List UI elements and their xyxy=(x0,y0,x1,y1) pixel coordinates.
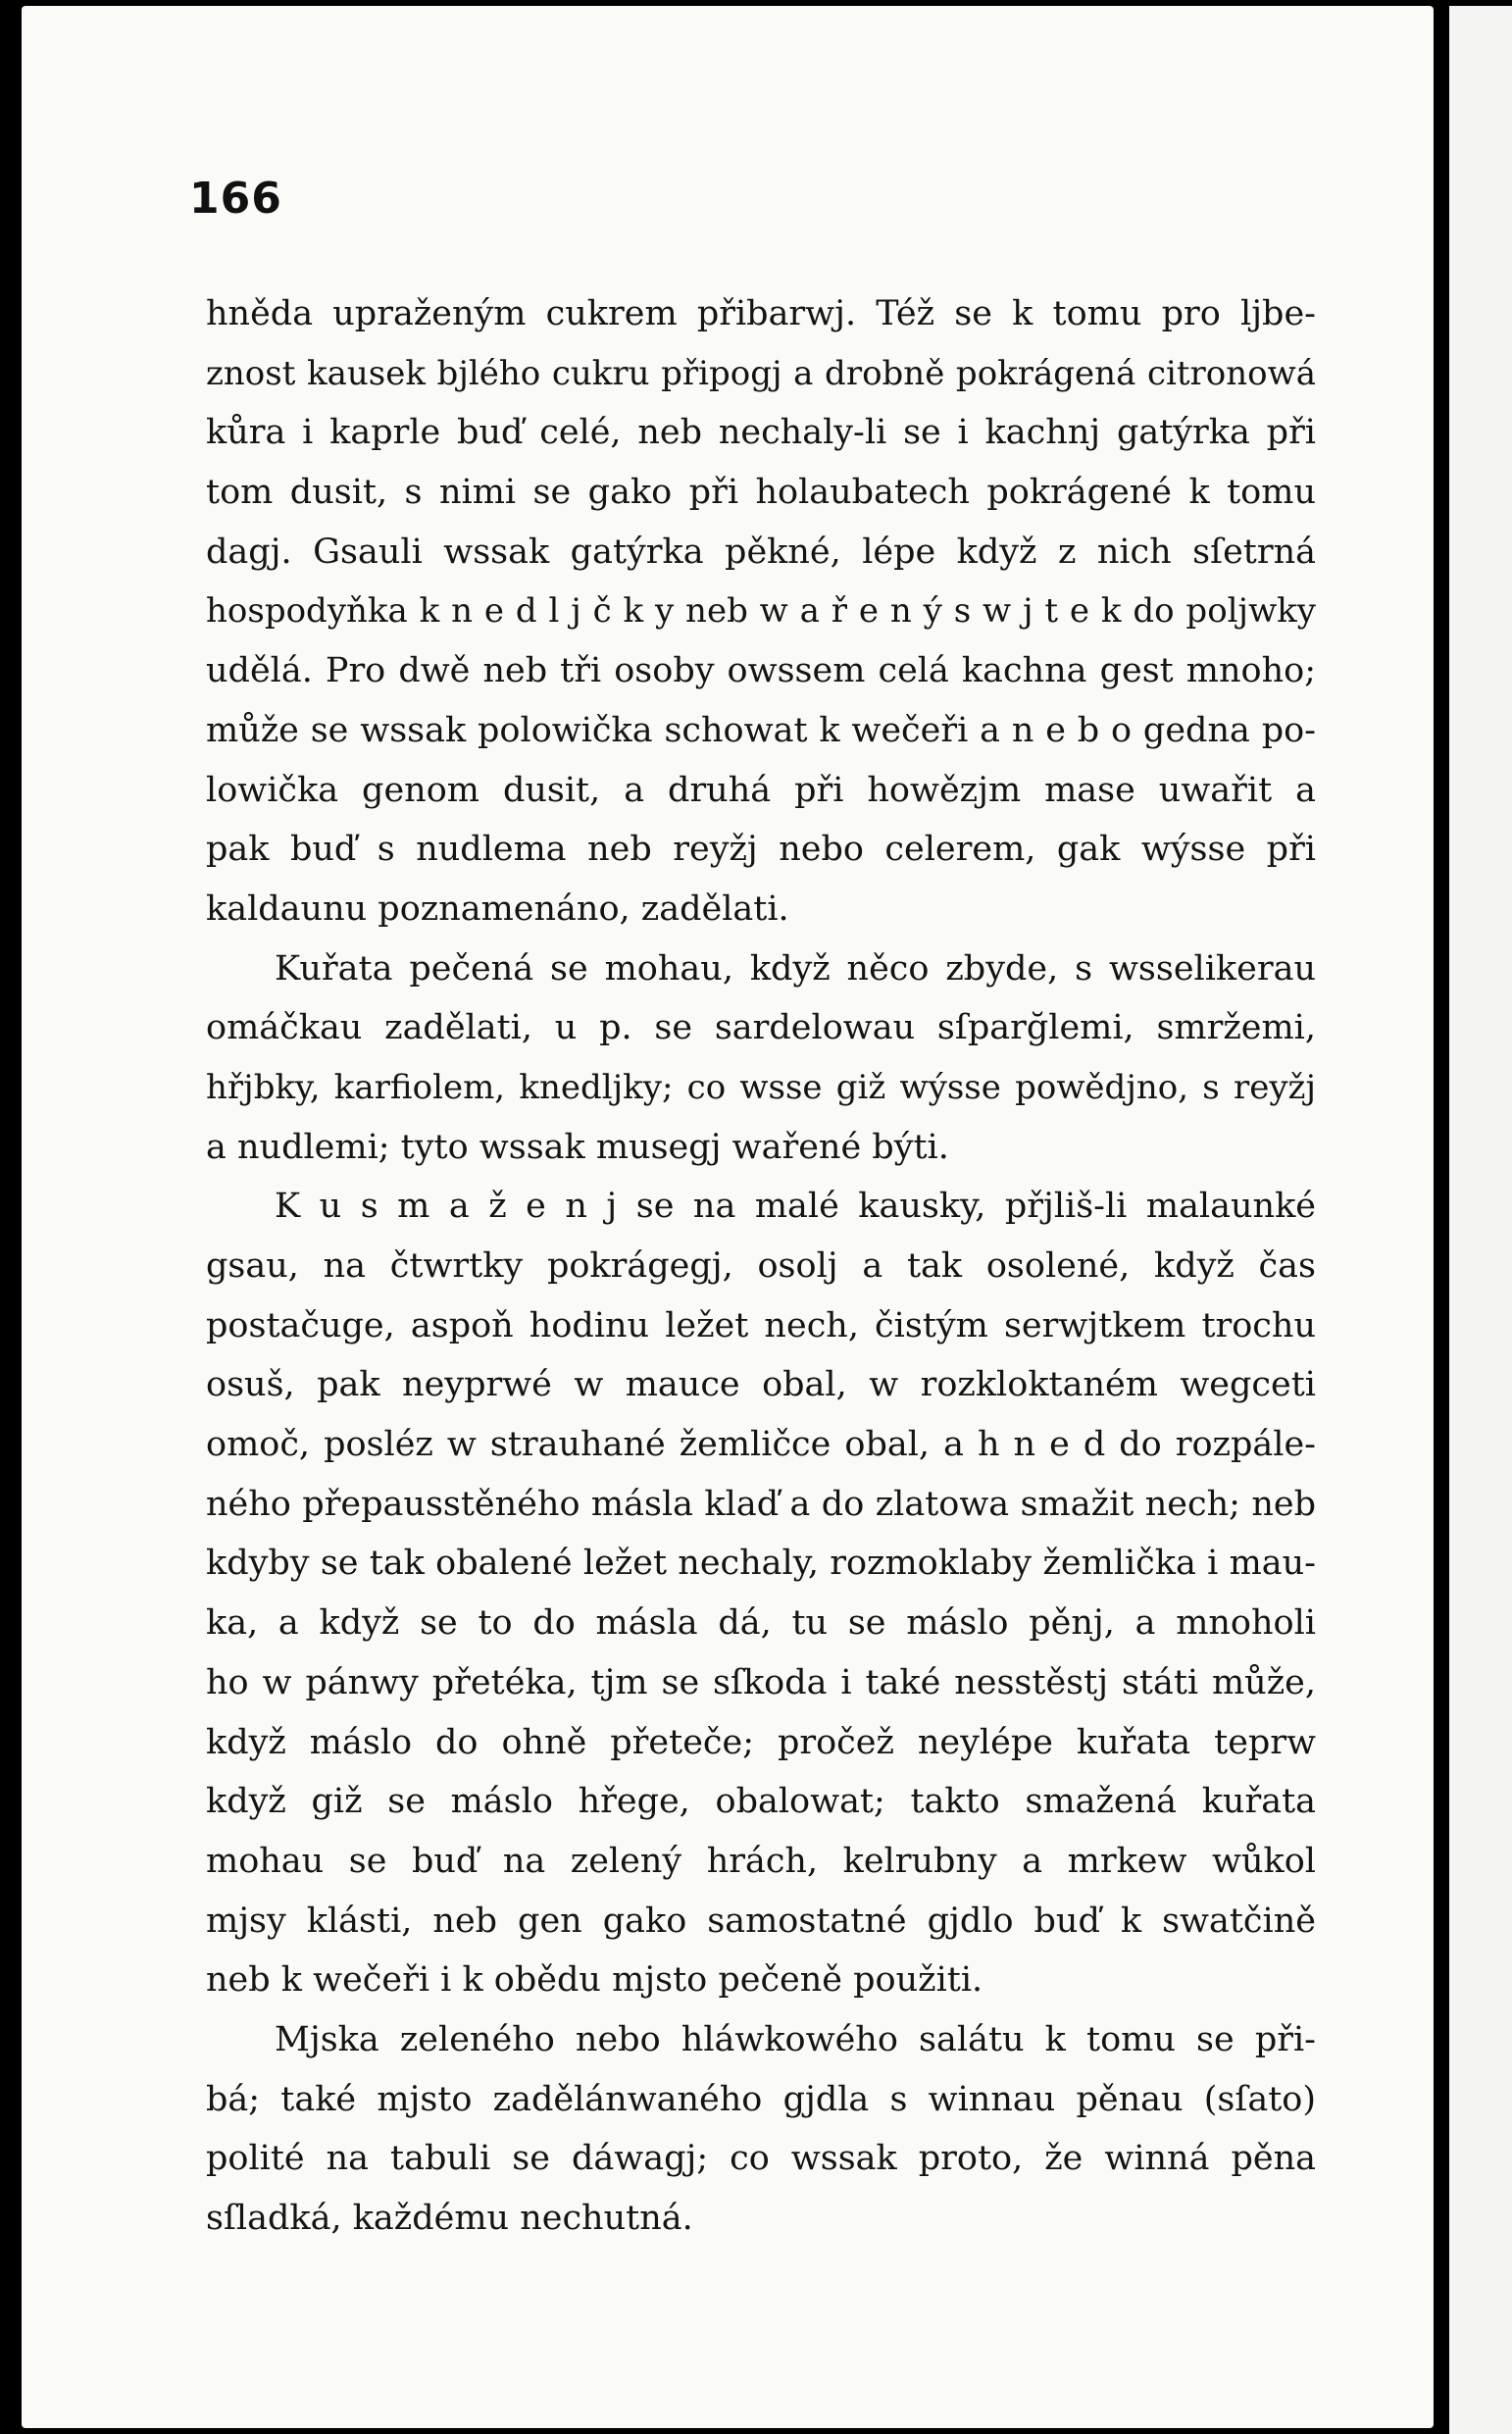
text-line: pak buď s nudlema neb reyžj nebo celerem, gak wýsse při xyxy=(206,830,1316,870)
text-line: udělá. Pro dwě neb tři osoby owssem celá kachna gest mnoho; xyxy=(206,651,1316,691)
text-line: když giž se máslo hřege, obalowat; takto smažená kuřata xyxy=(206,1782,1316,1822)
text-line: Mjska zeleného nebo hláwkowého salátu k tomu se při- xyxy=(275,2019,1316,2059)
text-line: ho w pánwy přetéka, tjm se sſkoda i také nesstěstj státi může, xyxy=(206,1662,1316,1702)
adjacent-page-edge xyxy=(1449,6,1512,2434)
text-line: hřjbky, karfiolem, knedljky; co wsse giž wýsse powědjno, s reyžj xyxy=(206,1067,1316,1107)
text-line: K u s m a ž e n j se na malé kausky, přjliš-li malaunké xyxy=(275,1187,1316,1227)
text-line: neb k wečeři i k obědu mjsto pečeně použiti. xyxy=(206,1960,983,2001)
text-line: kaldaunu poznamenáno, zadělati. xyxy=(206,888,789,929)
text-line: hněda upraženým cukrem přibarwj. Též se k tomu pro lјbe- xyxy=(206,294,1316,333)
text-line: hospodyňka k n e d l j č k y neb w a ř e n ý s w j t e k do poljwky xyxy=(206,591,1316,632)
text-line: bá; také mjsto zadělánwaného gjdla s winnau pěnau (sſato) xyxy=(206,2079,1316,2119)
text-line: znost kausek bjlého cukru připogj a drobně pokrágená citronowá xyxy=(206,353,1316,393)
text-line: a nudlemi; tyto wssak musegj wařené býti. xyxy=(206,1127,949,1167)
text-line: polité na tabuli se dáwagj; co wssak proto, že winná pěna xyxy=(206,2139,1316,2179)
text-line: mohau se buď na zelený hrách, kelrubny a mrkew wůkol xyxy=(206,1841,1316,1881)
text-line: osuš, pak neyprwé w mauce obal, w rozkloktaném wegceti xyxy=(206,1365,1316,1405)
text-line: ka, a když se to do másla dá, tu se máslo pěnj, a mnoholi xyxy=(206,1603,1316,1644)
text-line: omoč, posléz w strauhané žemličce obal, a h n e d do rozpále- xyxy=(206,1425,1316,1465)
text-line: ného přepausstěného másla klaď a do zlatowa smažit nech; neb xyxy=(206,1484,1316,1524)
text-line: kdyby se tak obalené ležet nechaly, rozmoklaby žemlička i mau- xyxy=(206,1544,1316,1584)
text-line: sſladká, každému nechutná. xyxy=(206,2199,693,2238)
text-line: dagj. Gsauli wssak gatýrka pěkné, lépe když z nich sſetrná xyxy=(206,532,1316,572)
text-line: lowička genom dusit, a druhá při howězjm mase uwařit a xyxy=(206,770,1316,810)
page-number: 166 xyxy=(189,174,282,224)
text-line: omáčkau zadělati, u p. se sardelowau sſparğlemi, smržemi, xyxy=(206,1008,1316,1048)
text-line: postačuge, aspoň hodinu ležet nech, čistým serwjtkem trochu xyxy=(206,1305,1316,1345)
text-line: Kuřata pečená se mohau, když něco zbyde, s wsselikerau xyxy=(275,948,1316,989)
text-line: mjsy klásti, neb gen gako samostatné gjdlo buď k swatčině xyxy=(206,1901,1316,1941)
body-text xyxy=(206,284,1316,2249)
text-line: tom dusit, s nimi se gako při holaubatech pokrágené k tomu xyxy=(206,473,1316,513)
text-line: gsau, na čtwrtky pokrágegj, osolj a tak osolené, když čas xyxy=(206,1246,1316,1286)
text-line: kůra i kaprle buď celé, neb nechaly-li se i kachnj gatýrka při xyxy=(206,413,1316,453)
text-line: může se wssak polowička schowat k wečeři a n e b o gedna po- xyxy=(206,710,1316,750)
text-line: když máslo do ohně přeteče; pročež neylépe kuřata teprw xyxy=(206,1722,1316,1762)
